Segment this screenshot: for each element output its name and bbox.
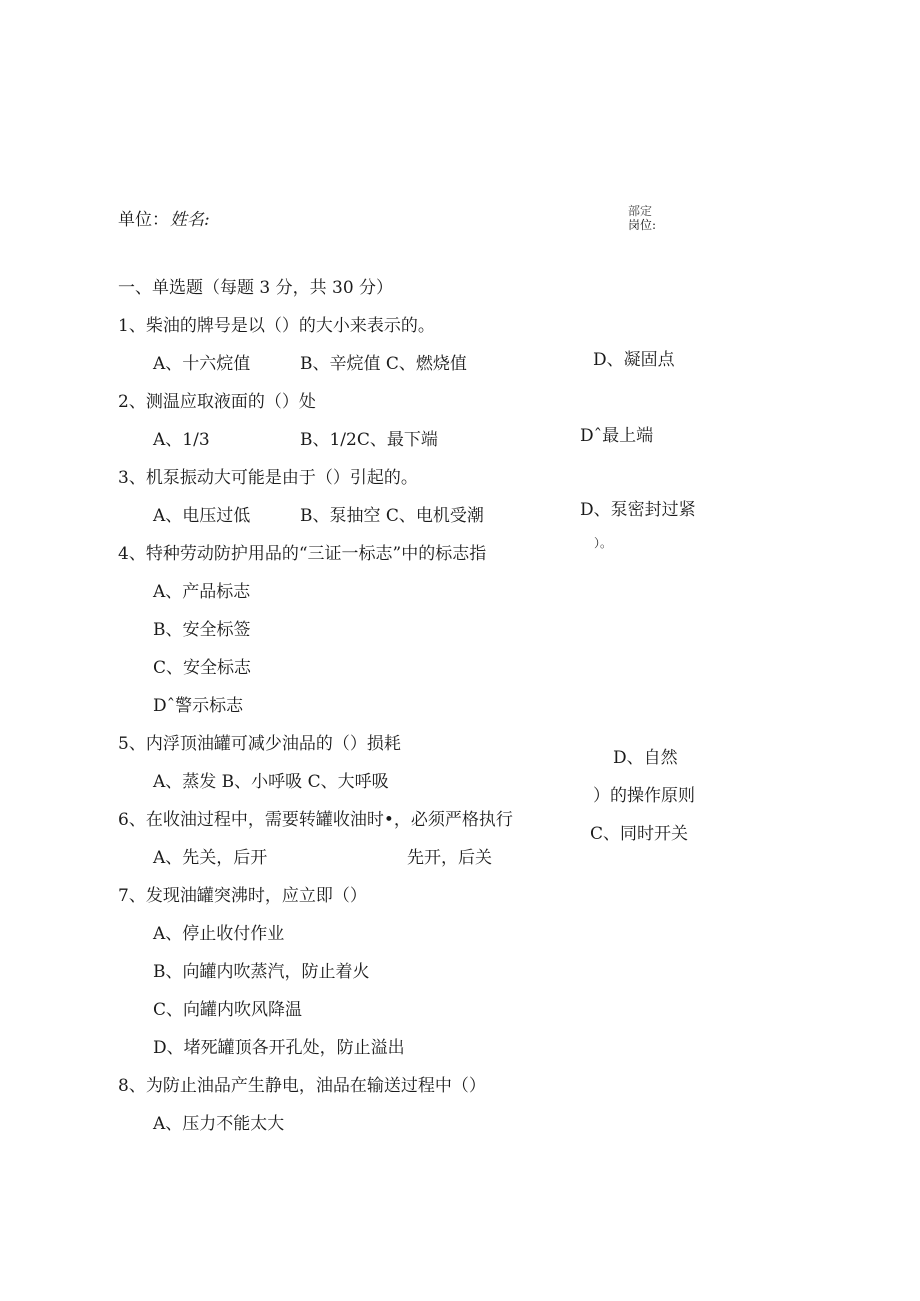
q5-option-abc: A、蒸发 B、小呼吸 C、大呼吸 <box>153 772 389 792</box>
question-4: 4、特种劳动防护用品的“三证一标志”中的标志指 <box>118 544 487 564</box>
q5-option-d: D、自然 <box>613 748 678 768</box>
question-2: 2、测温应取液面的（）处 <box>118 392 316 412</box>
q2-option-a: A、1/3 <box>153 430 210 450</box>
q3-option-d: D、泵密封过紧 <box>580 500 696 520</box>
q3-option-a: A、电压过低 <box>153 506 251 526</box>
q7-option-b: B、向罐内吹蒸汽，防止着火 <box>153 962 370 982</box>
q2-option-d: Dˆ最上端 <box>580 426 654 446</box>
q3-option-bc: B、泵抽空 C、电机受潮 <box>300 506 484 526</box>
corner-top-text: 部定 <box>628 204 653 218</box>
q8-option-a: A、压力不能太大 <box>153 1114 285 1134</box>
question-3: 3、机泵振动大可能是由于（）引起的。 <box>118 468 418 488</box>
question-5: 5、内浮顶油罐可减少油品的（）损耗 <box>118 734 401 754</box>
q6-option-b: 先开，后关 <box>407 848 492 868</box>
q7-option-a: A、停止收付作业 <box>153 924 285 944</box>
q4-option-b: B、安全标签 <box>153 620 251 640</box>
q7-option-c: C、向罐内吹风降温 <box>153 1000 303 1020</box>
question-8: 8、为防止油品产生静电，油品在输送过程中（） <box>118 1076 486 1096</box>
unit-label: 单位： <box>118 210 169 230</box>
q1-option-d: D、凝固点 <box>593 350 675 370</box>
q4-stem-tail: ）。 <box>594 536 613 550</box>
q2-option-bc: B、1/2C、最下端 <box>300 430 438 450</box>
section-title: 一、单选题（每题 3 分，共 30 分） <box>118 278 394 298</box>
name-label: 姓名: <box>170 210 210 230</box>
question-1: 1、柴油的牌号是以（）的大小来表示的。 <box>118 316 435 336</box>
question-7: 7、发现油罐突沸时，应立即（） <box>118 886 367 906</box>
q6-stem-tail: ）的操作原则 <box>593 786 695 806</box>
q1-option-a: A、十六烷值 <box>153 354 251 374</box>
question-6: 6、在收油过程中，需要转罐收油时•，必须严格执行 <box>118 810 513 830</box>
q6-option-c: C、同时开关 <box>590 824 689 844</box>
q4-option-c: C、安全标志 <box>153 658 252 678</box>
q6-option-a: A、先关，后开 <box>153 848 268 868</box>
q4-option-a: A、产品标志 <box>153 582 251 602</box>
q7-option-d: D、堵死罐顶各开孔处，防止溢出 <box>153 1038 405 1058</box>
q1-option-bc: B、辛烷值 C、燃烧值 <box>300 354 467 374</box>
q4-option-d: Dˆ警示标志 <box>153 696 244 716</box>
post-label: 岗位: <box>628 218 657 232</box>
